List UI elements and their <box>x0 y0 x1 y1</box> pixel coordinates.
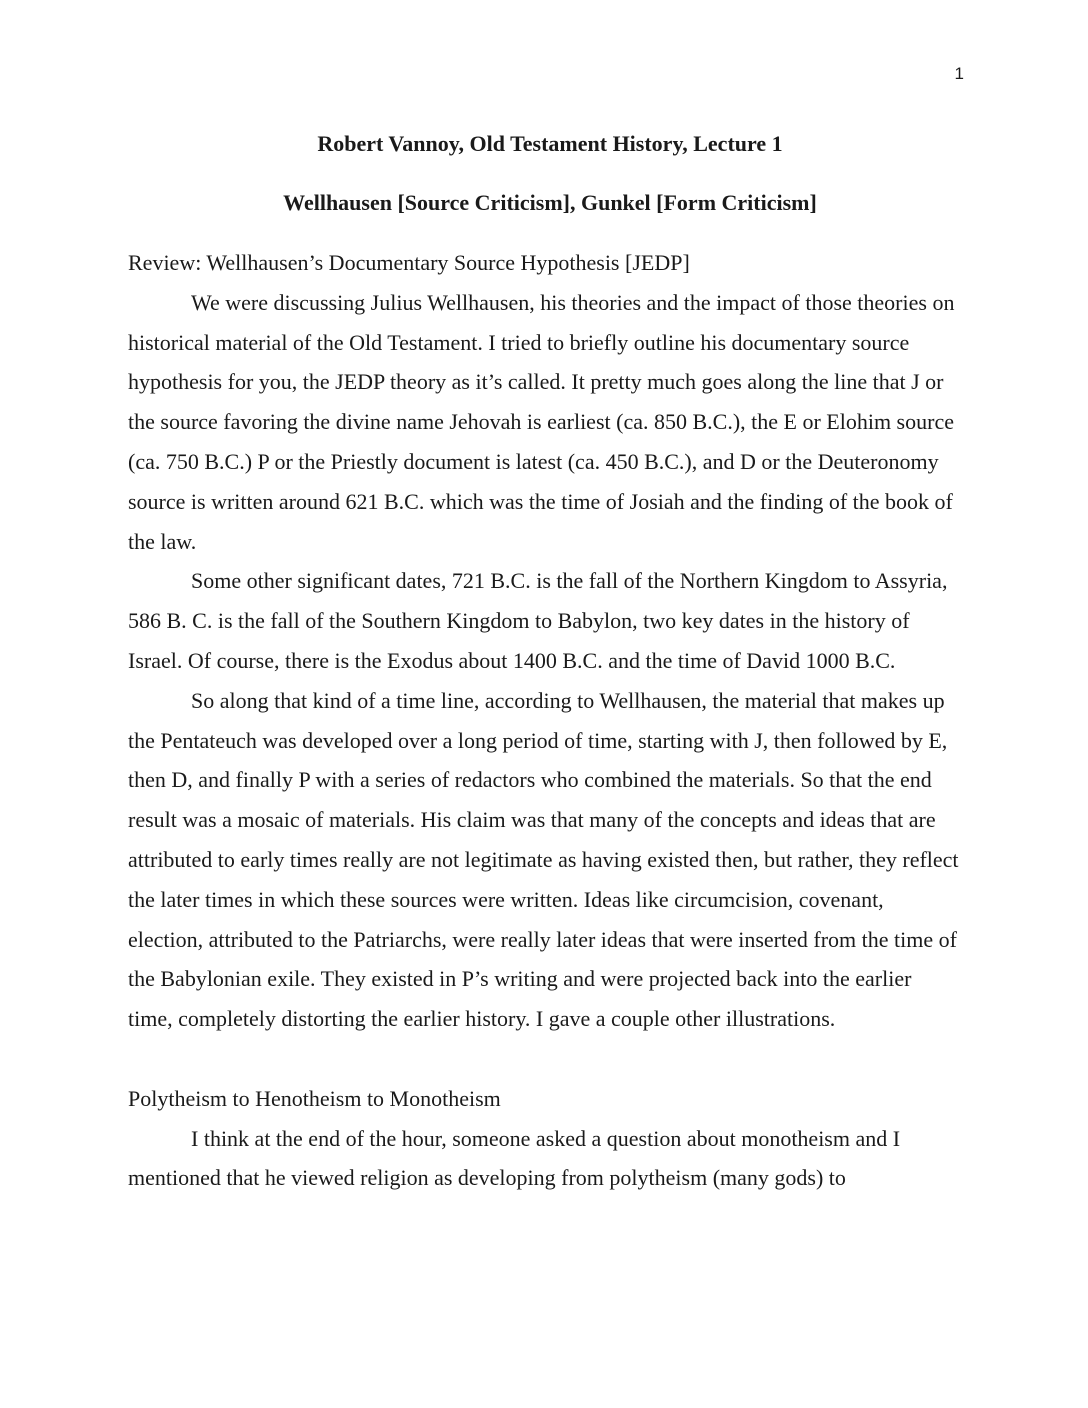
paragraph: Some other significant dates, 721 B.C. is the fall of the Northern Kingdom to Assyria, 586 B. C. is the fall of the Southern Kingdom to Babylon, two key dates in the history of Israel. Of course, there is the Exodus about 1400 B.C. and the time of David 1000 B.C. <box>128 568 948 673</box>
paragraph: I think at the end of the hour, someone asked a question about monotheism and I mentioned that he viewed religion as developing from polytheism (many gods) to <box>128 1125 901 1191</box>
paragraph: We were discussing Julius Wellhausen, his theories and the impact of those theories on historical material of the Old Testament. I tried to briefly outline his documentary source hypothesis for you, the JEDP theory as it’s called. It pretty much goes along the line that J or the source favoring the divine name Jehovah is earliest (ca. 850 B.C.), the E or Elohim source (ca. 750 B.C.) P or the Priestly document is latest (ca. 450 B.C.), and D or the Deuteronomy source is written around 621 B.C. which was the time of Josiah and the finding of the book of the law. <box>128 289 955 554</box>
page-number: 1 <box>954 64 964 83</box>
section-spacer <box>128 1039 960 1079</box>
section-heading-polytheism: Polytheism to Henotheism to Monotheism <box>128 1085 501 1111</box>
lecture-title: Robert Vannoy, Old Testament History, Lecture 1 <box>317 131 783 156</box>
lecture-subtitle: Wellhausen [Source Criticism], Gunkel [Form Criticism] <box>283 190 817 215</box>
document-body <box>128 243 960 1198</box>
section-heading-review: Review: Wellhausen’s Documentary Source Hypothesis [JEDP] <box>128 250 690 275</box>
paragraph: So along that kind of a time line, according to Wellhausen, the material that makes up the Pentateuch was developed over a long period of time, starting with J, then followed by E, then D, and finally P with a series of redactors who combined the materials. So that the end result was a mosaic of materials. His claim was that many of the concepts and ideas that are attributed to early times really are not legitimate as having existed then, but rather, they reflect the later times in which these sources were written. Ideas like circumcision, covenant, election, attributed to the Patriarchs, were really later ideas that were inserted from the time of the Babylonian exile. They existed in P’s writing and were projected back into the earlier time, completely distorting the earlier history. I gave a couple other illustrations. <box>128 687 959 1032</box>
